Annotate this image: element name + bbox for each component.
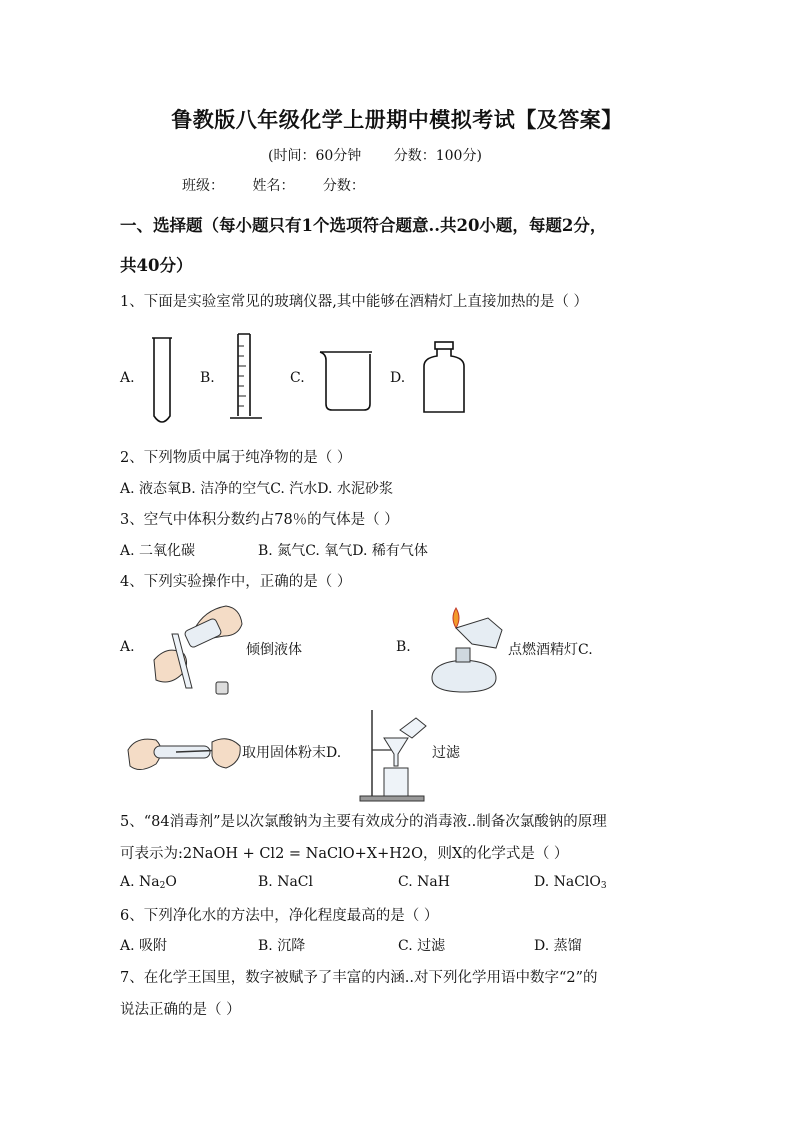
question-7-cont: 说法正确的是（ ） — [120, 1002, 241, 1018]
graduated-cylinder-icon — [228, 332, 268, 424]
q4-option-b-text: 点燃酒精灯C. — [508, 642, 593, 658]
class-field-label: 班级： — [182, 178, 224, 194]
pouring-liquid-icon — [146, 602, 246, 698]
section-heading: 一、选择题（每小题只有1个选项符合题意..共20小题，每题2分， — [120, 216, 607, 235]
exam-total-score: 分数：100分) — [393, 148, 482, 164]
q6-option-b: B. 沉降 — [258, 938, 306, 954]
q3-options-rest: B. 氮气C. 氧气D. 稀有气体 — [258, 543, 428, 559]
question-7: 7、在化学王国里，数字被赋予了丰富的内涵..对下列化学用语中数字“2”的 — [120, 970, 598, 986]
question-5-cont: 可表示为:2NaOH + Cl2 = NaClO+X+H2O，则X的化学式是（ ） — [120, 846, 569, 862]
q6-option-c: C. 过滤 — [398, 938, 446, 954]
q1-option-b-label: B. — [200, 370, 215, 386]
q5-option-d: D. NaClO$_3$ — [534, 874, 607, 891]
q2-options: A. 液态氧B. 洁净的空气C. 汽水D. 水泥砂浆 — [120, 481, 393, 497]
q1-option-c-label: C. — [290, 370, 305, 386]
page-title: 鲁教版八年级化学上册期中模拟考试【及答案】 — [171, 107, 623, 132]
exam-time: (时间：60分钟 — [268, 148, 362, 164]
powder-in-tube-icon — [126, 728, 242, 780]
q5-option-b: B. NaCl — [258, 874, 313, 890]
q3-option-a: A. 二氧化碳 — [120, 543, 196, 559]
question-4: 4、下列实验操作中，正确的是（ ） — [120, 574, 352, 590]
question-3: 3、空气中体积分数约占78％的气体是（ ） — [120, 512, 399, 528]
beaker-icon — [318, 350, 378, 412]
question-1: 1、下面是实验室常见的玻璃仪器,其中能够在酒精灯上直接加热的是（ ） — [120, 294, 588, 310]
q5-option-a: A. $Na_2O$ — [120, 874, 177, 891]
question-2: 2、下列物质中属于纯净物的是（ ） — [120, 450, 352, 466]
name-field-label: 姓名： — [252, 178, 295, 194]
q4-option-c-text: 取用固体粉末D. — [242, 745, 342, 761]
question-5: 5、“84消毒剂”是以次氯酸钠为主要有效成分的消毒液..制备次氯酸钠的原理 — [120, 814, 607, 830]
q1-option-d-label: D. — [390, 370, 406, 386]
alcohol-lamp-lighting-icon — [422, 604, 508, 696]
question-6: 6、下列净化水的方法中，净化程度最高的是（ ） — [120, 908, 439, 924]
q5-option-c: C. NaH — [398, 874, 450, 890]
q4-option-b-label: B. — [396, 639, 411, 655]
q4-option-a-label: A. — [120, 639, 135, 655]
filtration-setup-icon — [356, 708, 432, 804]
score-field-label: 分数： — [322, 178, 365, 194]
student-info — [182, 175, 389, 195]
q4-option-d-text: 过滤 — [432, 745, 460, 761]
reagent-bottle-icon — [422, 340, 466, 414]
exam-meta — [268, 145, 482, 165]
q6-option-a: A. 吸附 — [120, 938, 168, 954]
q6-option-d: D. 蒸馏 — [534, 938, 582, 954]
section-heading-cont: 共40分） — [120, 256, 193, 275]
q4-option-a-text: 倾倒液体 — [246, 642, 302, 658]
test-tube-icon — [150, 336, 174, 428]
q1-option-a-label: A. — [120, 370, 135, 386]
